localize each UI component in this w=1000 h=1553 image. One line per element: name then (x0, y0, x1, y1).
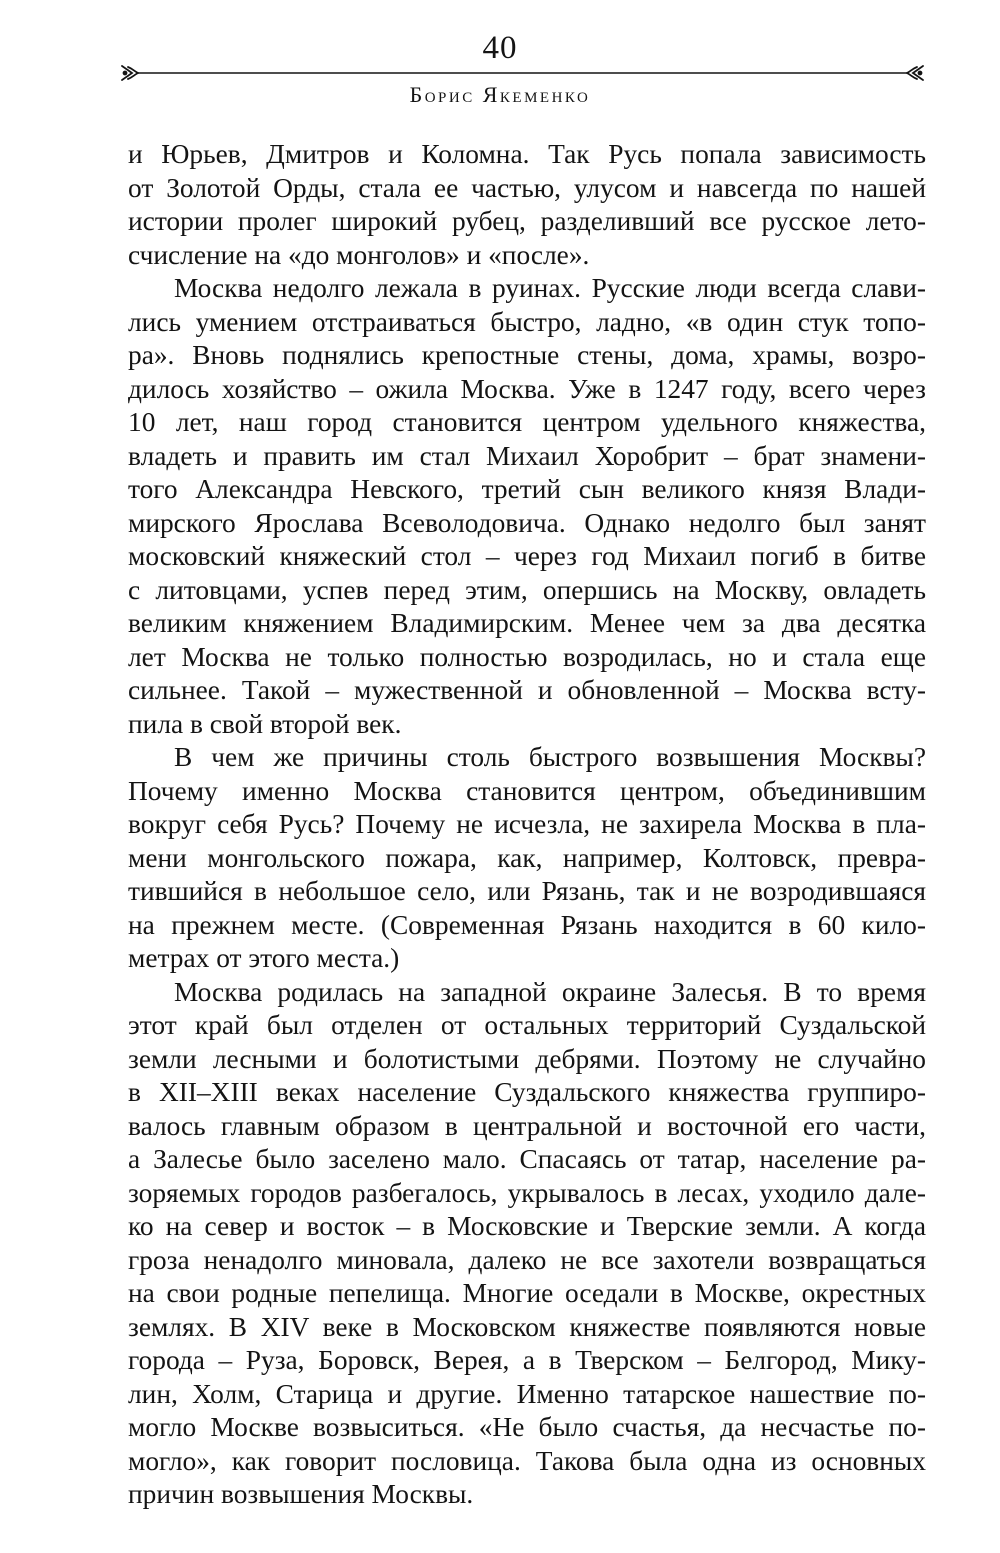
text-line: в XII–XIII веках население Суздальского княжества группиро- (128, 1077, 926, 1107)
text-line: земли лесными и болотистыми дебрями. Поэтому не случайно (128, 1043, 926, 1074)
text-line: мирского Ярослава Всеволодовича. Однако недолго был занят (128, 507, 926, 538)
text-line: ко на север и восток – в Московские и Тверские земли. А когда (128, 1211, 926, 1241)
text-line: валось главным образом в центральной и восточной его части, (128, 1110, 926, 1141)
paragraph (128, 976, 926, 1512)
text-line: лись умением отстраиваться быстро, ладно, «в один стук топо- (128, 306, 926, 337)
text-line: тившийся в небольшое село, или Рязань, так и не возродившаяся (128, 876, 926, 906)
text-line: лет Москва не только полностью возродилась, но и стала еще (128, 641, 926, 672)
text-line: метрах от этого места.) (128, 943, 400, 973)
text-line: Москва недолго лежала в руинах. Русские люди всегда слави- (174, 273, 926, 303)
text-line: великим княжением Владимирским. Менее чем за два десятка (128, 608, 926, 638)
left-fleuron-icon (122, 66, 138, 80)
text-line: от Золотой Орды, стала ее частью, улусом и навсегда по нашей (128, 172, 926, 203)
text-line: московский княжеский стол – через год Михаил погиб в битве (128, 541, 926, 571)
paragraph (128, 272, 926, 741)
text-line: могло», как говорит пословица. Такова была одна из основных (128, 1445, 926, 1476)
text-line: мени монгольского пожара, как, например, Колтовск, превра- (128, 842, 926, 873)
text-line: счисление на «до монголов» и «после». (128, 239, 590, 270)
text-line: на свои родные пепелища. Многие оседали в Москве, окрестных (128, 1278, 926, 1308)
text-line: дилось хозяйство – ожила Москва. Уже в 1247 году, всего через (128, 373, 926, 404)
text-line: Почему именно Москва становится центром, объединившим (128, 775, 926, 806)
paragraph (128, 741, 926, 976)
right-fleuron-icon (907, 66, 923, 80)
body-text (128, 138, 926, 1512)
text-line: пила в свой второй век. (128, 708, 402, 739)
text-line: В чем же причины столь быстрого возвышения Москвы? (174, 742, 926, 772)
running-head: Борис Якеменко (409, 82, 591, 107)
text-line: Москва родилась на западной окраине Залесья. В то время (174, 976, 926, 1007)
text-line: лин, Холм, Старица и другие. Именно татарское нашествие по- (128, 1378, 926, 1409)
text-line: 10 лет, наш город становится центром удельного княжества, (128, 407, 926, 437)
text-line: гроза ненадолго миновала, далеко не все захотели возвращаться (128, 1244, 926, 1275)
text-line: истории пролег широкий рубец, разделивший все русское лето- (128, 206, 926, 236)
page-number: 40 (482, 30, 518, 66)
text-line: землях. В XIV веке в Московском княжестве появляются новые (128, 1311, 926, 1342)
text-line: города – Руза, Боровск, Верея, а в Тверском – Белгород, Мику- (128, 1345, 926, 1375)
text-line: на прежнем месте. (Современная Рязань находится в 60 кило- (128, 909, 926, 940)
paragraph (128, 138, 926, 272)
text-line: зоряемых городов разбегалось, укрывалось в лесах, уходило дале- (128, 1177, 926, 1208)
text-line: ра». Вновь поднялись крепостные стены, дома, храмы, возро- (128, 340, 926, 370)
text-line: сильнее. Такой – мужественной и обновленной – Москва всту- (128, 675, 926, 705)
text-line: могло Москве возвыситься. «Не было счастья, да несчастье по- (128, 1412, 926, 1442)
text-line: а Залесье было заселено мало. Спасаясь от татар, население ра- (128, 1144, 926, 1174)
text-line: с литовцами, успев перед этим, опершись на Москву, овладеть (128, 574, 926, 605)
text-line: и Юрьев, Дмитров и Коломна. Так Русь попала зависимость (128, 139, 926, 169)
text-line: причин возвышения Москвы. (128, 1479, 474, 1509)
text-line: владеть и править им стал Михаил Хоробрит – брат знамени- (128, 440, 926, 471)
text-line: вокруг себя Русь? Почему не исчезла, не захирела Москва в пла- (128, 809, 926, 839)
text-line: этот край был отделен от остальных территорий Суздальской (128, 1010, 926, 1040)
text-line: того Александра Невского, третий сын великого князя Влади- (128, 474, 926, 504)
